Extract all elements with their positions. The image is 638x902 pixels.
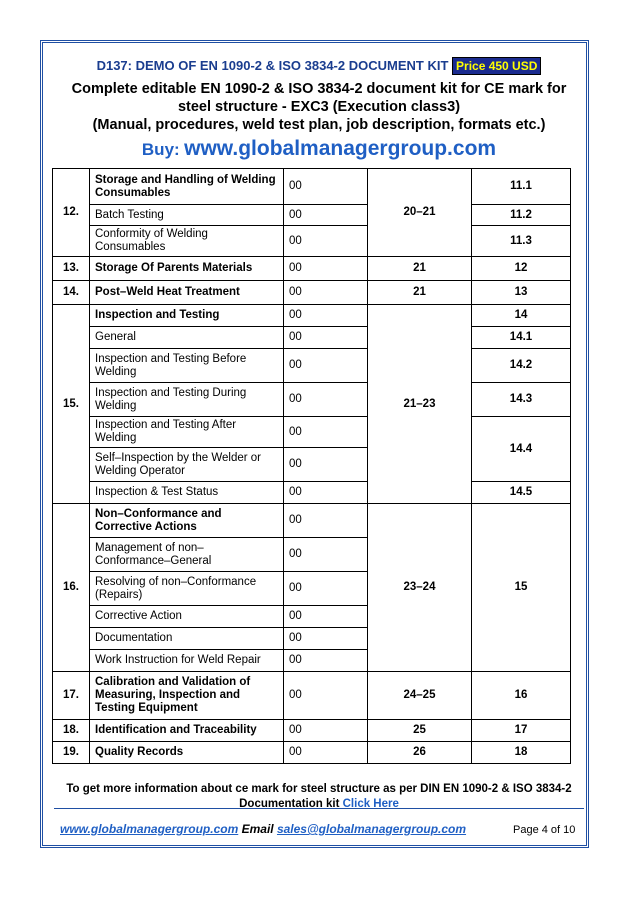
section-title: Inspection and Testing xyxy=(90,305,284,327)
revision: 00 xyxy=(284,672,368,720)
document-header xyxy=(0,58,638,73)
page-range: 21 xyxy=(368,257,472,281)
footer-contact xyxy=(60,822,466,836)
price-badge: Price 450 USD xyxy=(452,57,541,75)
revision: 00 xyxy=(284,257,368,281)
footnote-text: Documentation kit xyxy=(239,798,340,810)
revision: 00 xyxy=(284,720,368,742)
table-row xyxy=(53,482,571,504)
section-title: Non–Conformance and Corrective Actions xyxy=(90,504,284,538)
footnote-line-1: To get more information about ce mark for steel structure as per DIN EN 1090-2 & ISO 3834-2 xyxy=(66,783,572,795)
revision: 00 xyxy=(284,504,368,538)
section-ref: 12 xyxy=(472,257,571,281)
section-ref: 11.3 xyxy=(472,226,571,257)
revision: 00 xyxy=(284,606,368,628)
section-title: Corrective Action xyxy=(90,606,284,628)
table-row xyxy=(53,169,571,205)
section-ref: 14.4 xyxy=(472,417,571,482)
section-number: 18. xyxy=(53,720,90,742)
section-title: Storage and Handling of Welding Consumables xyxy=(90,169,284,205)
table-row xyxy=(53,383,571,417)
section-ref: 14.5 xyxy=(472,482,571,504)
section-title: Inspection & Test Status xyxy=(90,482,284,504)
section-number: 14. xyxy=(53,281,90,305)
section-title: Batch Testing xyxy=(90,205,284,226)
page-range: 25 xyxy=(368,720,472,742)
contents-table xyxy=(52,168,571,764)
section-title: General xyxy=(90,327,284,349)
page-range: 26 xyxy=(368,742,472,764)
revision: 00 xyxy=(284,349,368,383)
section-ref: 11.1 xyxy=(472,169,571,205)
table-row xyxy=(53,720,571,742)
table-row xyxy=(53,205,571,226)
section-ref: 18 xyxy=(472,742,571,764)
section-number: 12. xyxy=(53,169,90,257)
revision: 00 xyxy=(284,628,368,650)
page-range: 20–21 xyxy=(368,169,472,257)
section-ref: 14.3 xyxy=(472,383,571,417)
section-number: 13. xyxy=(53,257,90,281)
subtitle-line-2: steel structure - EXC3 (Execution class3) xyxy=(177,99,461,115)
revision: 00 xyxy=(284,448,368,482)
buy-link[interactable]: www.globalmanagergroup.com xyxy=(184,137,497,160)
table-row xyxy=(53,417,571,448)
revision: 00 xyxy=(284,281,368,305)
page-range: 23–24 xyxy=(368,504,472,672)
document-subtitle xyxy=(52,80,586,134)
table-row xyxy=(53,281,571,305)
revision: 00 xyxy=(284,417,368,448)
click-here-link[interactable]: Click Here xyxy=(342,798,399,810)
section-title: Identification and Traceability xyxy=(90,720,284,742)
section-title: Inspection and Testing During Welding xyxy=(90,383,284,417)
revision: 00 xyxy=(284,205,368,226)
table-row xyxy=(53,672,571,720)
website-link[interactable]: www.globalmanagergroup.com xyxy=(60,822,239,836)
section-title: Self–Inspection by the Welder or Welding Operator xyxy=(90,448,284,482)
section-title: Resolving of non–Conformance (Repairs) xyxy=(90,572,284,606)
revision: 00 xyxy=(284,327,368,349)
section-title: Management of non–Conformance–General xyxy=(90,538,284,572)
section-number: 16. xyxy=(53,504,90,672)
footnote-line-2 xyxy=(52,797,586,812)
table-row xyxy=(53,226,571,257)
subtitle-line-3: (Manual, procedures, weld test plan, job description, formats etc.) xyxy=(92,117,546,133)
revision: 00 xyxy=(284,538,368,572)
section-ref: 13 xyxy=(472,281,571,305)
section-title: Post–Weld Heat Treatment xyxy=(90,281,284,305)
revision: 00 xyxy=(284,169,368,205)
section-title: Quality Records xyxy=(90,742,284,764)
section-ref: 14.2 xyxy=(472,349,571,383)
revision: 00 xyxy=(284,742,368,764)
table-row xyxy=(53,257,571,281)
email-label: Email xyxy=(241,822,274,836)
revision: 00 xyxy=(284,305,368,327)
section-title: Inspection and Testing After Welding xyxy=(90,417,284,448)
revision: 00 xyxy=(284,383,368,417)
footer-divider xyxy=(54,808,584,809)
subtitle-line-1: Complete editable EN 1090-2 & ISO 3834-2 document kit for CE mark for xyxy=(71,81,567,97)
section-number: 15. xyxy=(53,305,90,504)
table-row xyxy=(53,327,571,349)
revision: 00 xyxy=(284,482,368,504)
table-row xyxy=(53,742,571,764)
section-title: Work Instruction for Weld Repair xyxy=(90,650,284,672)
section-ref: 14.1 xyxy=(472,327,571,349)
section-ref: 15 xyxy=(472,504,571,672)
page-number: Page 4 of 10 xyxy=(513,824,576,836)
page-range: 24–25 xyxy=(368,672,472,720)
revision: 00 xyxy=(284,650,368,672)
section-number: 17. xyxy=(53,672,90,720)
revision: 00 xyxy=(284,226,368,257)
buy-line xyxy=(0,137,638,161)
buy-label: Buy: xyxy=(141,140,180,159)
document-title: D137: DEMO OF EN 1090-2 & ISO 3834-2 DOCUMENT KIT xyxy=(96,58,449,73)
page-range: 21 xyxy=(368,281,472,305)
section-title: Conformity of Welding Consumables xyxy=(90,226,284,257)
section-number: 19. xyxy=(53,742,90,764)
table-row xyxy=(53,349,571,383)
email-link[interactable]: sales@globalmanagergroup.com xyxy=(276,822,467,836)
section-title: Storage Of Parents Materials xyxy=(90,257,284,281)
page-range: 21–23 xyxy=(368,305,472,504)
section-title: Calibration and Validation of Measuring, Inspection and Testing Equipment xyxy=(90,672,284,720)
section-ref: 16 xyxy=(472,672,571,720)
section-ref: 17 xyxy=(472,720,571,742)
section-title: Inspection and Testing Before Welding xyxy=(90,349,284,383)
section-ref: 14 xyxy=(472,305,571,327)
table-row xyxy=(53,305,571,327)
table-row xyxy=(53,504,571,538)
revision: 00 xyxy=(284,572,368,606)
section-title: Documentation xyxy=(90,628,284,650)
section-ref: 11.2 xyxy=(472,205,571,226)
